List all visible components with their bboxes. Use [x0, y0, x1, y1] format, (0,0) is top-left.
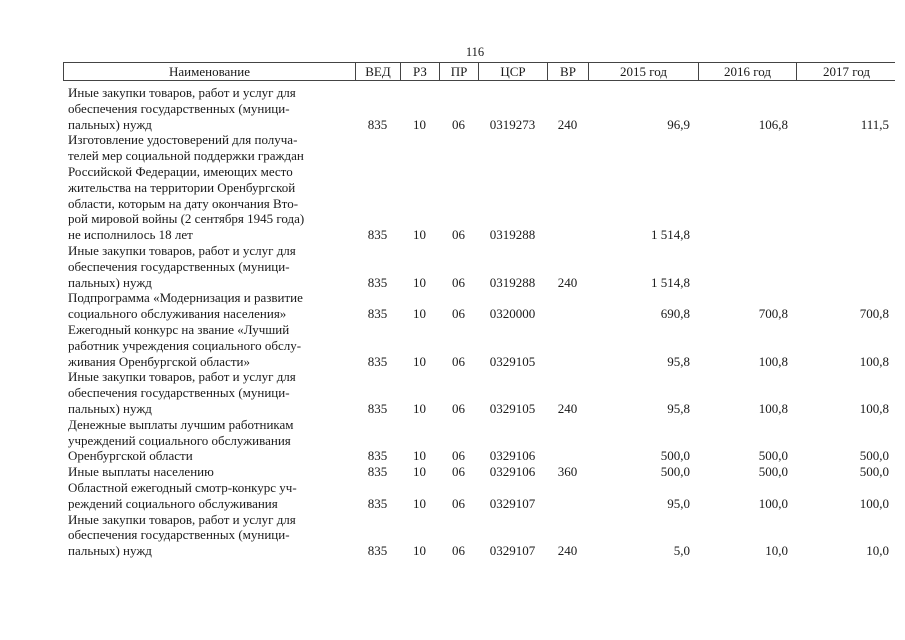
row-ved: 835 — [367, 274, 388, 290]
row-2017: 700,8 — [859, 306, 889, 322]
table-row — [68, 290, 895, 322]
row-name: Подпрограмма «Модернизация и развитие социального обслуживания населения» — [68, 290, 303, 322]
table-row — [68, 512, 895, 559]
row-rz: 10 — [413, 306, 426, 322]
table-row — [68, 243, 895, 290]
row-rz: 10 — [413, 400, 426, 416]
row-2016: 106,8 — [758, 116, 788, 132]
row-ved: 835 — [367, 495, 388, 511]
row-vr: 240 — [557, 400, 578, 416]
row-2016: 100,8 — [758, 400, 788, 416]
table-body — [68, 85, 895, 559]
row-pr: 06 — [452, 495, 465, 511]
row-pr: 06 — [452, 448, 465, 464]
row-ved: 835 — [367, 464, 388, 480]
row-2017: 10,0 — [866, 543, 889, 559]
row-csr: 0329106 — [489, 448, 536, 464]
table-row — [68, 480, 895, 512]
row-pr: 06 — [452, 400, 465, 416]
row-pr: 06 — [452, 543, 465, 559]
row-rz: 10 — [413, 116, 426, 132]
row-2015: 95,8 — [667, 400, 690, 416]
row-csr: 0320000 — [489, 306, 536, 322]
table-row — [68, 85, 895, 132]
row-ved: 835 — [367, 448, 388, 464]
row-rz: 10 — [413, 448, 426, 464]
table-row — [68, 322, 895, 369]
row-name: Областной ежегодный смотр-конкурс уч- реждений социального обслуживания — [68, 479, 297, 511]
row-pr: 06 — [452, 306, 465, 322]
row-2016: 100,0 — [758, 495, 788, 511]
row-pr: 06 — [452, 353, 465, 369]
row-name: Денежные выплаты лучшим работникам учреждений социального обслуживания Оренбургской области — [68, 416, 294, 464]
row-2017: 500,0 — [859, 448, 889, 464]
row-2016: 500,0 — [758, 448, 788, 464]
row-2015: 96,9 — [667, 116, 690, 132]
table-row — [68, 132, 895, 243]
page-number: 116 — [465, 45, 485, 59]
table-row — [68, 369, 895, 416]
row-pr: 06 — [452, 227, 465, 243]
row-csr: 0329105 — [489, 400, 536, 416]
row-2016: 100,8 — [758, 353, 788, 369]
row-vr: 360 — [557, 464, 578, 480]
row-csr: 0319288 — [489, 274, 536, 290]
row-csr: 0329105 — [489, 353, 536, 369]
row-2015: 95,8 — [667, 353, 690, 369]
row-2015: 690,8 — [660, 306, 690, 322]
row-ved: 835 — [367, 543, 388, 559]
row-ved: 835 — [367, 116, 388, 132]
row-rz: 10 — [413, 274, 426, 290]
header-ved: ВЕД — [356, 63, 401, 80]
row-ved: 835 — [367, 306, 388, 322]
row-name: Ежегодный конкурс на звание «Лучший работник учреждения социального обслу- живания Оренбургской области» — [68, 321, 302, 369]
table-header — [63, 62, 895, 81]
row-name: Иные закупки товаров, работ и услуг для обеспечения государственных (муници- пальных) нужд — [68, 369, 296, 416]
row-2015: 5,0 — [673, 543, 690, 559]
row-2016: 700,8 — [758, 306, 788, 322]
row-2017: 100,0 — [859, 495, 889, 511]
row-name: Иные закупки товаров, работ и услуг для обеспечения государственных (муници- пальных) нужд — [68, 511, 296, 559]
table-row — [68, 464, 895, 480]
row-2017: 100,8 — [859, 353, 889, 369]
row-name: Иные закупки товаров, работ и услуг для обеспечения государственных (муници- пальных) нужд — [68, 242, 296, 290]
row-2015: 95,0 — [667, 495, 690, 511]
row-rz: 10 — [413, 353, 426, 369]
row-2017: 500,0 — [859, 464, 889, 480]
row-rz: 10 — [413, 495, 426, 511]
row-csr: 0329107 — [489, 543, 536, 559]
row-2016: 500,0 — [758, 464, 788, 480]
row-2015: 500,0 — [660, 464, 690, 480]
row-pr: 06 — [452, 464, 465, 480]
header-vr: ВР — [548, 63, 589, 80]
header-name: Наименование — [64, 63, 356, 80]
row-csr: 0329107 — [489, 495, 536, 511]
row-2017: 100,8 — [859, 400, 889, 416]
row-vr: 240 — [557, 116, 578, 132]
header-2015: 2015 год — [589, 63, 699, 80]
table-row — [68, 417, 895, 464]
row-rz: 10 — [413, 227, 426, 243]
row-csr: 0329106 — [489, 464, 536, 480]
row-pr: 06 — [452, 116, 465, 132]
row-2015: 1 514,8 — [651, 227, 690, 243]
row-name: Иные закупки товаров, работ и услуг для обеспечения государственных (муници- пальных) нужд — [68, 85, 296, 132]
row-ved: 835 — [367, 227, 388, 243]
row-vr: 240 — [557, 543, 578, 559]
row-2016: 10,0 — [765, 543, 788, 559]
row-2015: 500,0 — [660, 448, 690, 464]
header-2016: 2016 год — [699, 63, 797, 80]
row-pr: 06 — [452, 274, 465, 290]
header-csr: ЦСР — [479, 63, 548, 80]
row-ved: 835 — [367, 400, 388, 416]
row-name: Изготовление удостоверений для получа- телей мер социальной поддержки граждан Российской Федерации, имеющих место жительства на территории Оренбургской области, которым на дату окончания Вто- рой мировой войны (2 сентября 1945 года) не исполнилось 18 лет — [68, 132, 305, 243]
row-rz: 10 — [413, 464, 426, 480]
header-rz: РЗ — [401, 63, 440, 80]
row-2017: 111,5 — [860, 116, 889, 132]
header-2017: 2017 год — [823, 64, 870, 79]
row-name: Иные выплаты населению — [68, 464, 214, 480]
row-rz: 10 — [413, 543, 426, 559]
header-pr: ПР — [440, 63, 479, 80]
row-ved: 835 — [367, 353, 388, 369]
row-csr: 0319288 — [489, 227, 536, 243]
row-vr: 240 — [557, 274, 578, 290]
row-2015: 1 514,8 — [651, 274, 690, 290]
row-csr: 0319273 — [489, 116, 536, 132]
